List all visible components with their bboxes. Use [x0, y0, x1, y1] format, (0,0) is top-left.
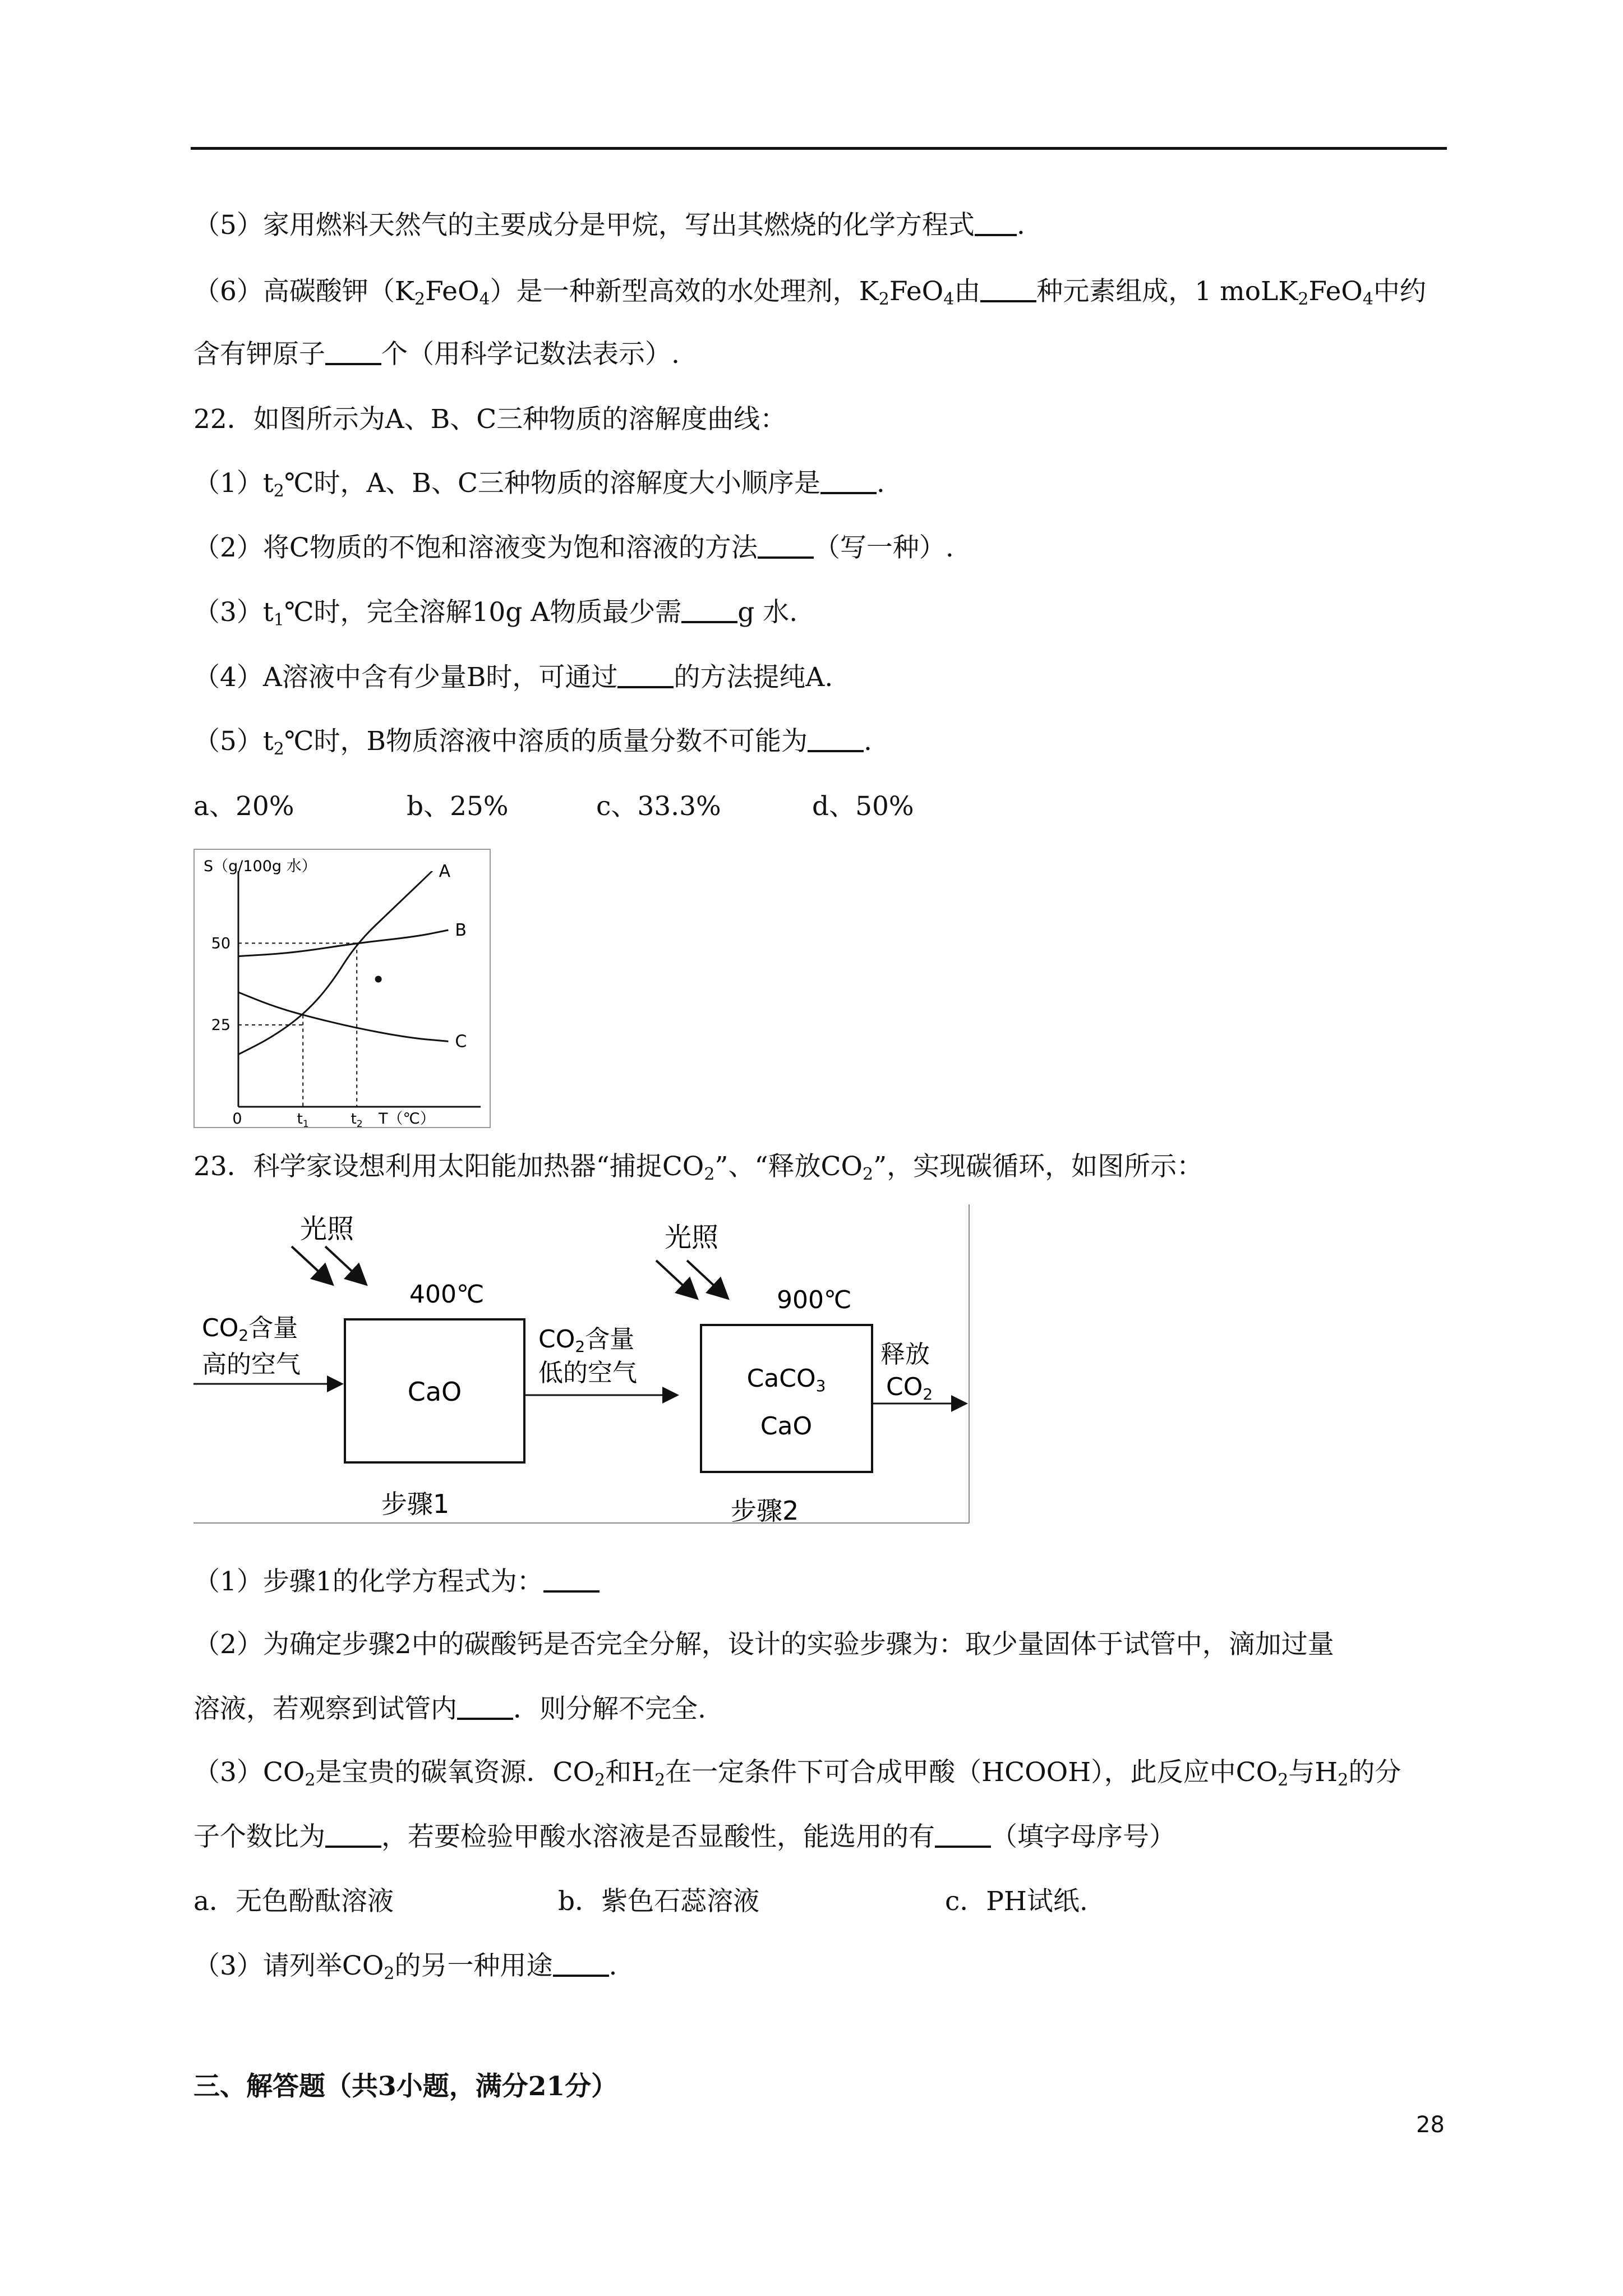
q21-item6-line1: （6）高碳酸钾$(K_2FeO_4)$是一种新型高效的水处理剂，$K_2FeO_4$由 种元素组成，1 moLK$_2$FeO$_4$中约	[193, 276, 1426, 309]
q22-item1: $(1)t_2℃$时，A、B、C三种物质的溶解度大小顺序是 .	[193, 468, 885, 501]
input-label-line1: CO2含量	[202, 1314, 298, 1345]
answer-blank[interactable]	[935, 1823, 991, 1848]
release-label-line2: CO2	[886, 1373, 933, 1404]
step2-label: 步骤2	[731, 1496, 799, 1526]
header-rule	[191, 147, 1447, 150]
answer-blank[interactable]	[457, 1695, 513, 1720]
answer-blank[interactable]	[617, 664, 674, 688]
x-tick-t2: $t_2$	[351, 1111, 363, 1129]
chart-point-marker	[375, 976, 382, 983]
series-c-label: C	[455, 1032, 467, 1052]
q22-item2: （2）将C物质的不饱和溶液变为饱和溶液的方法 （写一种）.	[193, 532, 954, 563]
y-tick-25: 25	[211, 1016, 230, 1034]
series-b-line	[238, 930, 448, 956]
mid-label-line2: 低的空气	[538, 1359, 637, 1387]
q23-item2-line2: 溶液，若观察到试管内 ．则分解不完全.	[193, 1694, 706, 1724]
answer-blank[interactable]	[325, 341, 381, 365]
series-b-label: B	[455, 921, 467, 940]
step1-box-label: CaO	[407, 1377, 462, 1407]
q23-stem: 23．科学家设想利用太阳能加热器“捕捉$CO_2$”、“释放$CO_2$”，实现碳循环，如图所示：	[193, 1151, 1204, 1184]
temp-label-2: 900℃	[777, 1286, 852, 1314]
light-arrow-1a	[292, 1246, 331, 1283]
series-a-line	[238, 871, 432, 1055]
q23-item3-line2: 子个数比为 ，若要检验甲酸水溶液是否显酸性，能选用的有 （填字母序号）	[193, 1821, 1175, 1852]
light-label-1: 光照	[300, 1213, 354, 1245]
x-axis-label: T（℃）	[379, 1110, 435, 1128]
option-d[interactable]: d、50%	[812, 791, 914, 822]
answer-blank[interactable]	[820, 470, 877, 494]
q22-stem: 22．如图所示为A、B、C三种物质的溶解度曲线：	[193, 404, 787, 435]
temp-label-1: 400℃	[409, 1280, 485, 1309]
q22-item3: $(3)t_1℃$时，完全溶解10g A物质最少需 g 水.	[193, 597, 798, 630]
q22-item5: $(5)t_2℃$时，B物质溶液中溶质的质量分数不可能为 .	[193, 726, 872, 759]
release-label-line1: 释放	[880, 1340, 930, 1369]
step2-box	[701, 1325, 872, 1472]
q21-item5: （5）家用燃料天然气的主要成分是甲烷，写出其燃烧的化学方程式 .	[193, 210, 1025, 241]
mid-label-line1: CO2含量	[538, 1325, 635, 1356]
step2-box-label-line2: CaO	[760, 1412, 813, 1441]
option-a[interactable]: a．无色酚酞溶液	[193, 1886, 394, 1917]
light-arrow-2b	[687, 1260, 726, 1297]
section3-title: 三、解答题（共3小题，满分21分）	[193, 2071, 618, 2102]
series-a-label: A	[439, 862, 451, 881]
answer-blank[interactable]	[553, 1952, 609, 1977]
option-c[interactable]: c、33.3%	[596, 791, 721, 822]
step1-label: 步骤1	[381, 1489, 450, 1519]
series-c-line	[238, 992, 448, 1042]
y-tick-50: 50	[211, 935, 230, 953]
option-c[interactable]: c．PH试纸.	[945, 1886, 1088, 1917]
solubility-chart	[193, 849, 492, 1129]
q21-item6-line2: 含有钾原子 个（用科学记数法表示）.	[193, 339, 680, 370]
solubility-chart-svg	[193, 849, 492, 1129]
q23-item3-line1: $(3)CO_2$是宝贵的碳氧资源．$CO_2$和$H_2$在一定条件下可合成甲酸（HCOOH），此反应中$CO_2$与$H_2$的分	[193, 1757, 1401, 1790]
step2-box-label-line1: CaCO3	[746, 1364, 826, 1395]
q23-item2-line1: （2）为确定步骤2中的碳酸钙是否完全分解，设计的实验步骤为：取少量固体于试管中，滴加过量	[193, 1629, 1334, 1660]
x-tick-t1: $t_1$	[297, 1111, 309, 1129]
light-label-2: 光照	[665, 1222, 719, 1253]
carbon-cycle-diagram	[193, 1204, 970, 1527]
q22-item4: （4）A溶液中含有少量B时，可通过 的方法提纯A.	[193, 662, 833, 693]
carbon-cycle-svg	[193, 1204, 970, 1527]
q22-options	[193, 790, 914, 823]
option-b[interactable]: b、25%	[407, 791, 509, 822]
y-axis-label: S（g/100g 水）	[204, 858, 317, 875]
light-arrow-2a	[656, 1260, 695, 1297]
answer-blank[interactable]	[758, 534, 814, 559]
light-arrow-1b	[325, 1246, 365, 1283]
answer-blank[interactable]	[681, 599, 737, 623]
guide-lines	[238, 943, 357, 1107]
q23-options	[193, 1885, 1088, 1918]
answer-blank[interactable]	[980, 278, 1036, 302]
answer-blank[interactable]	[325, 1823, 381, 1848]
input-label-line2: 高的空气	[202, 1350, 301, 1379]
q23-item1: （1）步骤1的化学方程式为：	[193, 1565, 600, 1599]
answer-blank[interactable]	[975, 211, 1017, 236]
option-a[interactable]: a、20%	[193, 791, 294, 822]
origin-label: 0	[232, 1110, 242, 1128]
q23-item4: （3）请列举$CO_2$的另一种用途 .	[193, 1950, 617, 1984]
answer-blank[interactable]	[543, 1568, 600, 1593]
option-b[interactable]: b．紫色石蕊溶液	[558, 1886, 760, 1917]
page-number: 28	[1416, 2112, 1445, 2138]
answer-blank[interactable]	[808, 728, 864, 752]
